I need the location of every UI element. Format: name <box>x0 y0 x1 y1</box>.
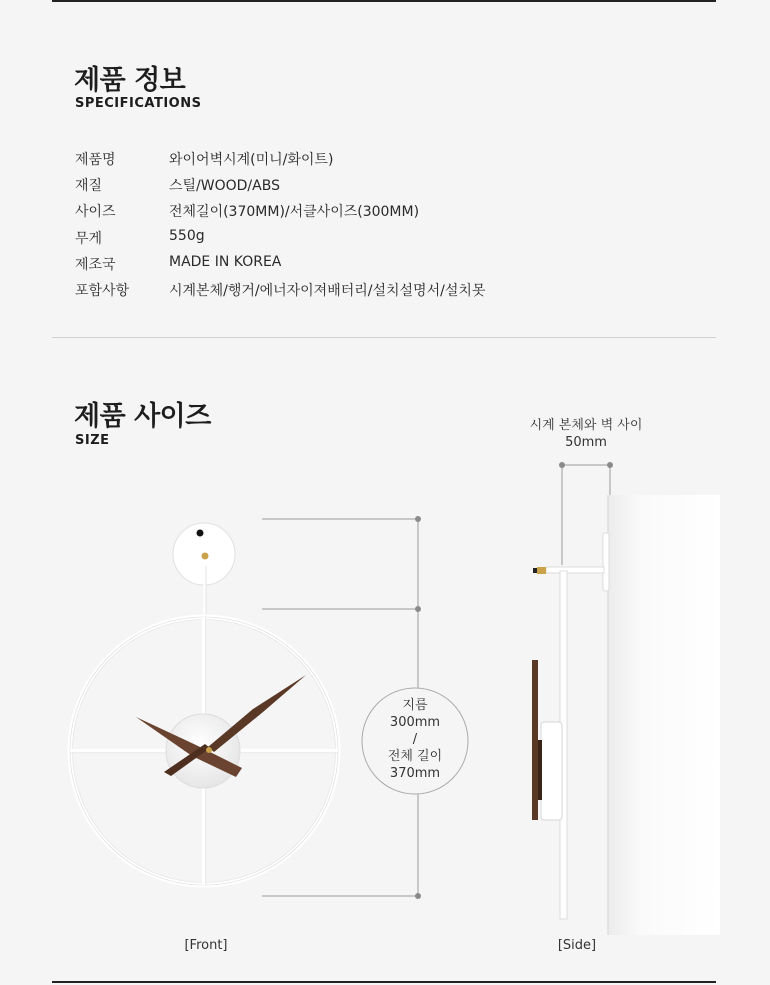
minute-hand <box>208 675 306 752</box>
size-title: 제품 사이즈 <box>74 401 211 432</box>
spec-value: 스틸/WOOD/ABS <box>169 178 280 194</box>
specifications-subtitle: SPECIFICATIONS <box>75 96 202 111</box>
spec-key: 제조국 <box>75 257 116 273</box>
spec-value: 와이어벽시계(미니/화이트) <box>169 152 334 168</box>
spec-value: 전체길이(370MM)/서클사이즈(300MM) <box>169 204 420 220</box>
spec-key: 포함사항 <box>75 283 130 299</box>
side-clock <box>532 462 720 935</box>
spec-row <box>75 149 695 175</box>
specifications-title: 제품 정보 <box>74 65 186 96</box>
spec-key: 사이즈 <box>75 204 116 220</box>
spec-value: 시계본체/행거/에너자이져배터리/설치설명서/설치못 <box>169 283 486 299</box>
length-value: 370mm <box>389 766 441 781</box>
bottom-rule <box>52 981 716 983</box>
diameter-value: 300mm <box>389 715 441 730</box>
callout-separator: / <box>412 732 418 747</box>
spec-key: 재질 <box>75 178 103 194</box>
spec-value: 550g <box>169 228 205 244</box>
section-divider <box>52 337 716 338</box>
wall-gap-text: 시계 본체와 벽 사이 <box>529 418 643 433</box>
side-hand <box>532 660 538 820</box>
size-subtitle: SIZE <box>75 433 110 448</box>
length-label: 전체 길이 <box>387 749 443 764</box>
wall-gap-value: 50mm <box>565 435 607 450</box>
spec-row <box>75 254 695 280</box>
spec-row <box>75 175 695 201</box>
front-clock <box>70 523 338 885</box>
hanger-hole <box>197 530 204 537</box>
hanger-screw <box>202 553 209 560</box>
front-caption: [Front] <box>184 938 228 953</box>
wall <box>608 495 720 935</box>
spec-row <box>75 228 695 254</box>
movement-box <box>541 722 562 820</box>
top-rule <box>52 0 716 2</box>
wall-gap-label <box>508 417 664 451</box>
spec-row <box>75 201 695 227</box>
diameter-label: 지름 <box>402 698 428 713</box>
dimension-callout <box>368 697 462 782</box>
spec-value: MADE IN KOREA <box>169 254 282 270</box>
spec-key: 제품명 <box>75 152 116 168</box>
spec-key: 무게 <box>75 231 103 247</box>
spec-row <box>75 280 695 306</box>
side-caption: [Side] <box>557 938 597 953</box>
